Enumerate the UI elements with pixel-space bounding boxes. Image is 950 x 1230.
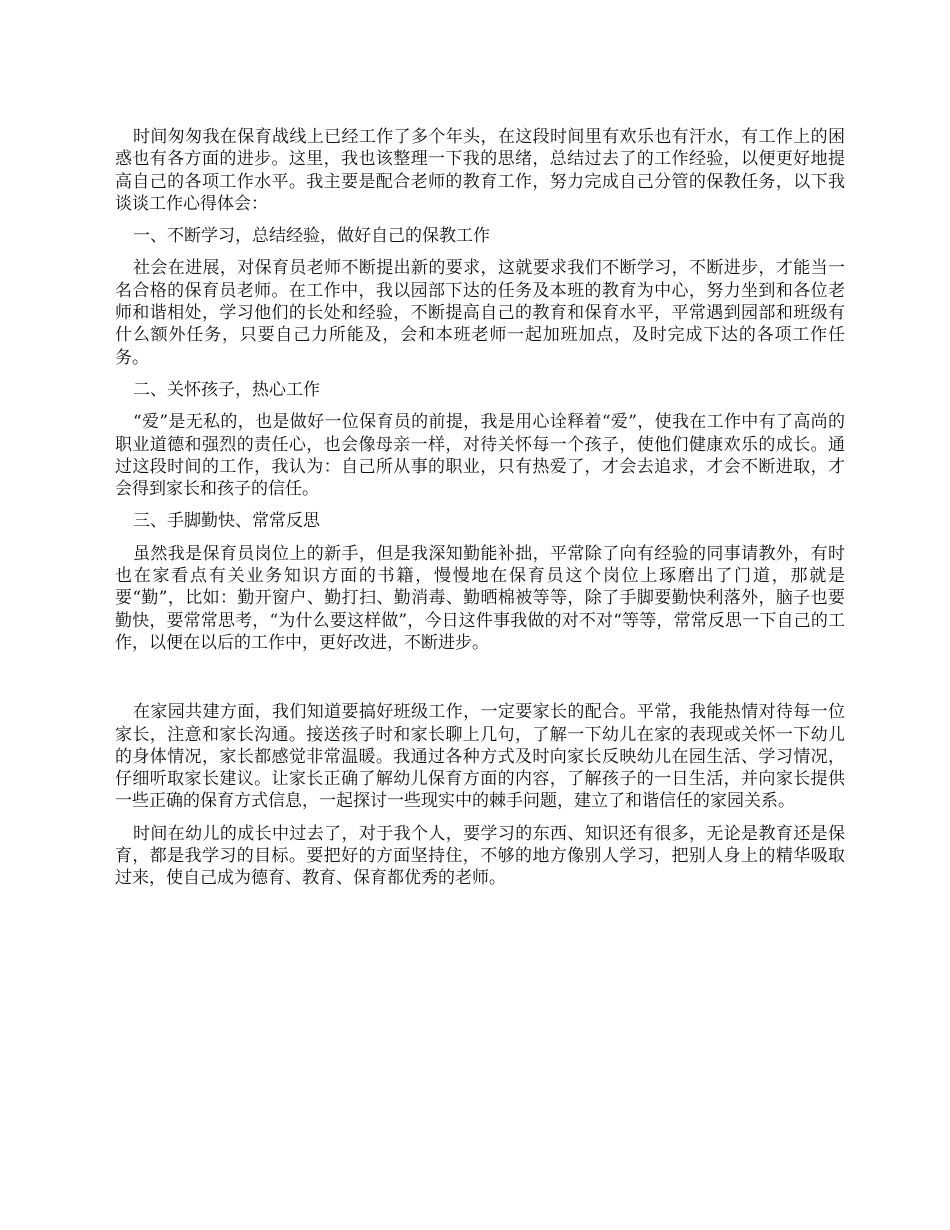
section-heading-2: 二、关怀孩子，热心工作	[133, 379, 320, 400]
intro-paragraph: 时间匆匆我在保育战线上已经工作了多个年头，在这段时间里有欢乐也有汗水，有工作上的困惑也有各方面的进步。这里，我也该整理一下我的思绪，总结过去了的工作经验，以便更好地提高自己的各项工作水平。我主要是配合老师的教育工作，努力完成自己分管的保教任务，以下我谈谈工作心得体会：	[115, 127, 845, 214]
section-1-paragraph: 社会在进展，对保育员老师不断提出新的要求，这就要求我们不断学习，不断进步，才能当一名合格的保育员老师。在工作中，我以园部下达的任务及本班的教育为中心，努力坐到和各位老师和谐相处，学习他们的长处和经验，不断提高自己的教育和保育水平，平常遇到园部和班级有什么额外任务，只要自己力所能及，会和本班老师一起加班加点，及时完成下达的各项工作任务。	[115, 258, 845, 368]
document-page	[115, 126, 845, 900]
section-heading-1: 一、不断学习，总结经验，做好自己的保教工作	[133, 226, 490, 247]
section-3-paragraph: 虽然我是保育员岗位上的新手，但是我深知勤能补拙，平常除了向有经验的同事请教外，有时也在家看点有关业务知识方面的书籍，慢慢地在保育员这个岗位上琢磨出了门道，那就是要“勤”，比如：勤开窗户、勤打扫、勤消毒、勤晒棉被等等，除了手脚要勤快利落外，脑子也要勤快，要常常思考，“为什么要这样做”，今日这件事我做的对不对“等等，常常反思一下自己的工作，以便在以后的工作中，更好改进，不断进步。	[115, 543, 845, 653]
section-heading-3: 三、手脚勤快、常常反思	[133, 511, 320, 532]
home-school-paragraph: 在家园共建方面，我们知道要搞好班级工作，一定要家长的配合。平常，我能热情对待每一位家长，注意和家长沟通。接送孩子时和家长聊上几句，了解一下幼儿在家的表现或关怀一下幼儿的身体情况，家长都感觉非常温暖。我通过各种方式及时向家长反映幼儿在园生活、学习情况，仔细听取家长建议。让家长正确了解幼儿保育方面的内容，了解孩子的一日生活，并向家长提供一些正确的保育方式信息，一起探讨一些现实中的棘手问题，建立了和谐信任的家园关系。	[115, 702, 845, 812]
blank-gap	[115, 664, 845, 701]
section-2-paragraph: “爱”是无私的，也是做好一位保育员的前提，我是用心诠释着“爱”，使我在工作中有了高尚的职业道德和强烈的责任心，也会像母亲一样，对待关怀每一个孩子，使他们健康欢乐的成长。通过这段时间的工作，我认为：自己所从事的职业，只有热爱了，才会去追求，才会不断进取，才会得到家长和孩子的信任。	[115, 412, 845, 500]
closing-paragraph: 时间在幼儿的成长中过去了，对于我个人，要学习的东西、知识还有很多，无论是教育还是保育，都是我学习的目标。要把好的方面坚持住，不够的地方像别人学习，把别人身上的精华吸取过来，使自己成为德育、教育、保育都优秀的老师。	[115, 823, 845, 889]
